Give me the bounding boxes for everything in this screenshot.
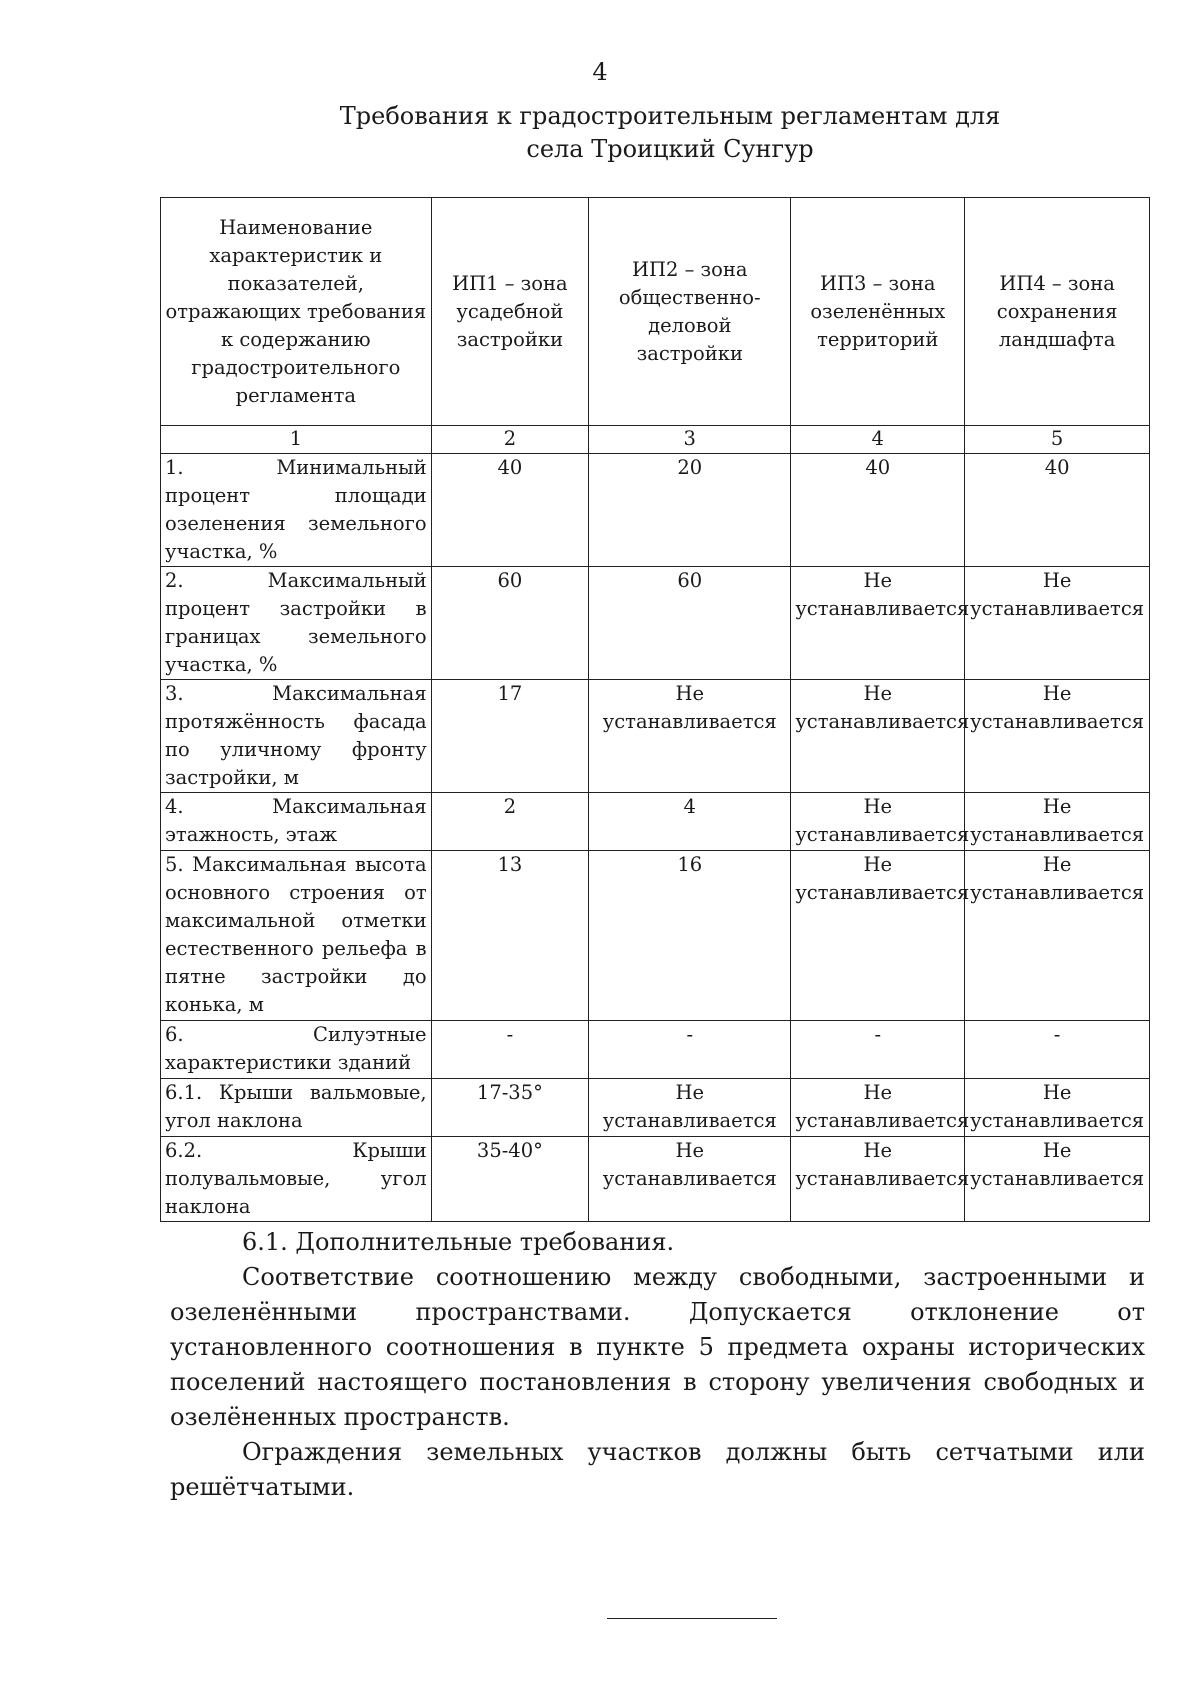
column-number: 3	[589, 426, 791, 454]
table-row	[161, 680, 1150, 793]
cell-ip4: Не устанавливается	[965, 793, 1150, 851]
header-ip4: ИП4 – зона сохранения ландшафта	[965, 198, 1150, 426]
cell-ip4: Не устанавливается	[965, 680, 1150, 793]
cell-ip4: 40	[965, 454, 1150, 567]
cell-ip3: Не устанавливается	[791, 793, 965, 851]
title-line-2: села Троицкий Сунгур	[526, 135, 814, 163]
cell-ip4: -	[965, 1021, 1150, 1079]
header-ip3: ИП3 – зона озеленённых территорий	[791, 198, 965, 426]
cell-ip3: Не устанавливается	[791, 851, 965, 1021]
cell-ip3: Не устанавливается	[791, 1079, 965, 1137]
cell-ip2: Не устанавливается	[589, 1079, 791, 1137]
row-label: 6.2. Крыши полувальмовые, угол наклона	[161, 1137, 432, 1222]
cell-ip3: Не устанавливается	[791, 680, 965, 793]
header-ip1: ИП1 – зона усадебной застройки	[431, 198, 589, 426]
row-label: 2. Максимальный процент застройки в границах земельного участка, %	[161, 567, 432, 680]
row-label: 4. Максимальная этажность, этаж	[161, 793, 432, 851]
cell-ip4: Не устанавливается	[965, 567, 1150, 680]
row-label: 5. Максимальная высота основного строения от максимальной отметки естественного рельефа в пятне застройки до конька, м	[161, 851, 432, 1021]
table-row	[161, 454, 1150, 567]
cell-ip4: Не устанавливается	[965, 1137, 1150, 1222]
cell-ip3: 40	[791, 454, 965, 567]
cell-ip2: 60	[589, 567, 791, 680]
table-row	[161, 851, 1150, 1021]
closing-rule	[607, 1618, 777, 1619]
section-heading: 6.1. Дополнительные требования.	[242, 1228, 675, 1256]
cell-ip1: 2	[431, 793, 589, 851]
cell-ip3: -	[791, 1021, 965, 1079]
table-header-row	[161, 198, 1150, 426]
cell-ip1: 60	[431, 567, 589, 680]
paragraph-fences: Ограждения земельных участков должны быть сетчатыми или решётчатыми.	[170, 1438, 1145, 1501]
row-label: 6. Силуэтные характеристики зданий	[161, 1021, 432, 1079]
cell-ip1: 17-35°	[431, 1079, 589, 1137]
column-number: 4	[791, 426, 965, 454]
cell-ip3: Не устанавливается	[791, 1137, 965, 1222]
table-row	[161, 1137, 1150, 1222]
column-number: 1	[161, 426, 432, 454]
cell-ip1: 35-40°	[431, 1137, 589, 1222]
cell-ip3: Не устанавливается	[791, 567, 965, 680]
header-characteristics: Наименование характеристик и показателей, отражающих требования к содержанию градостроительного регламента	[161, 198, 432, 426]
cell-ip1: 17	[431, 680, 589, 793]
cell-ip2: Не устанавливается	[589, 680, 791, 793]
regulations-table	[160, 197, 1150, 1222]
column-number: 5	[965, 426, 1150, 454]
cell-ip2: 16	[589, 851, 791, 1021]
table-row	[161, 793, 1150, 851]
additional-requirements	[170, 1225, 1145, 1505]
title-line-1: Требования к градостроительным регламентам для	[339, 102, 1001, 130]
cell-ip1: 40	[431, 454, 589, 567]
cell-ip1: -	[431, 1021, 589, 1079]
cell-ip2: 4	[589, 793, 791, 851]
cell-ip4: Не устанавливается	[965, 1079, 1150, 1137]
header-ip2: ИП2 – зона общественно-деловой застройки	[589, 198, 791, 426]
cell-ip1: 13	[431, 851, 589, 1021]
cell-ip2: Не устанавливается	[589, 1137, 791, 1222]
cell-ip2: 20	[589, 454, 791, 567]
table-row	[161, 1021, 1150, 1079]
column-number: 2	[431, 426, 589, 454]
paragraph-ratio: Соответствие соотношению между свободными, застроенными и озеленёнными пространствами. Допускается отклонение от установленного соотношения в пункте 5 предмета охраны исторических поселений настоящего постановления в сторону увеличения свободных и озелёненных пространств.	[170, 1263, 1145, 1431]
document-title	[300, 100, 1040, 166]
cell-ip2: -	[589, 1021, 791, 1079]
row-label: 1. Минимальный процент площади озеленения земельного участка, %	[161, 454, 432, 567]
row-label: 6.1. Крыши вальмовые, угол наклона	[161, 1079, 432, 1137]
table-row	[161, 567, 1150, 680]
column-number-row	[161, 426, 1150, 454]
table-row	[161, 1079, 1150, 1137]
page-number: 4	[592, 58, 608, 86]
row-label: 3. Максимальная протяжённость фасада по уличному фронту застройки, м	[161, 680, 432, 793]
cell-ip4: Не устанавливается	[965, 851, 1150, 1021]
